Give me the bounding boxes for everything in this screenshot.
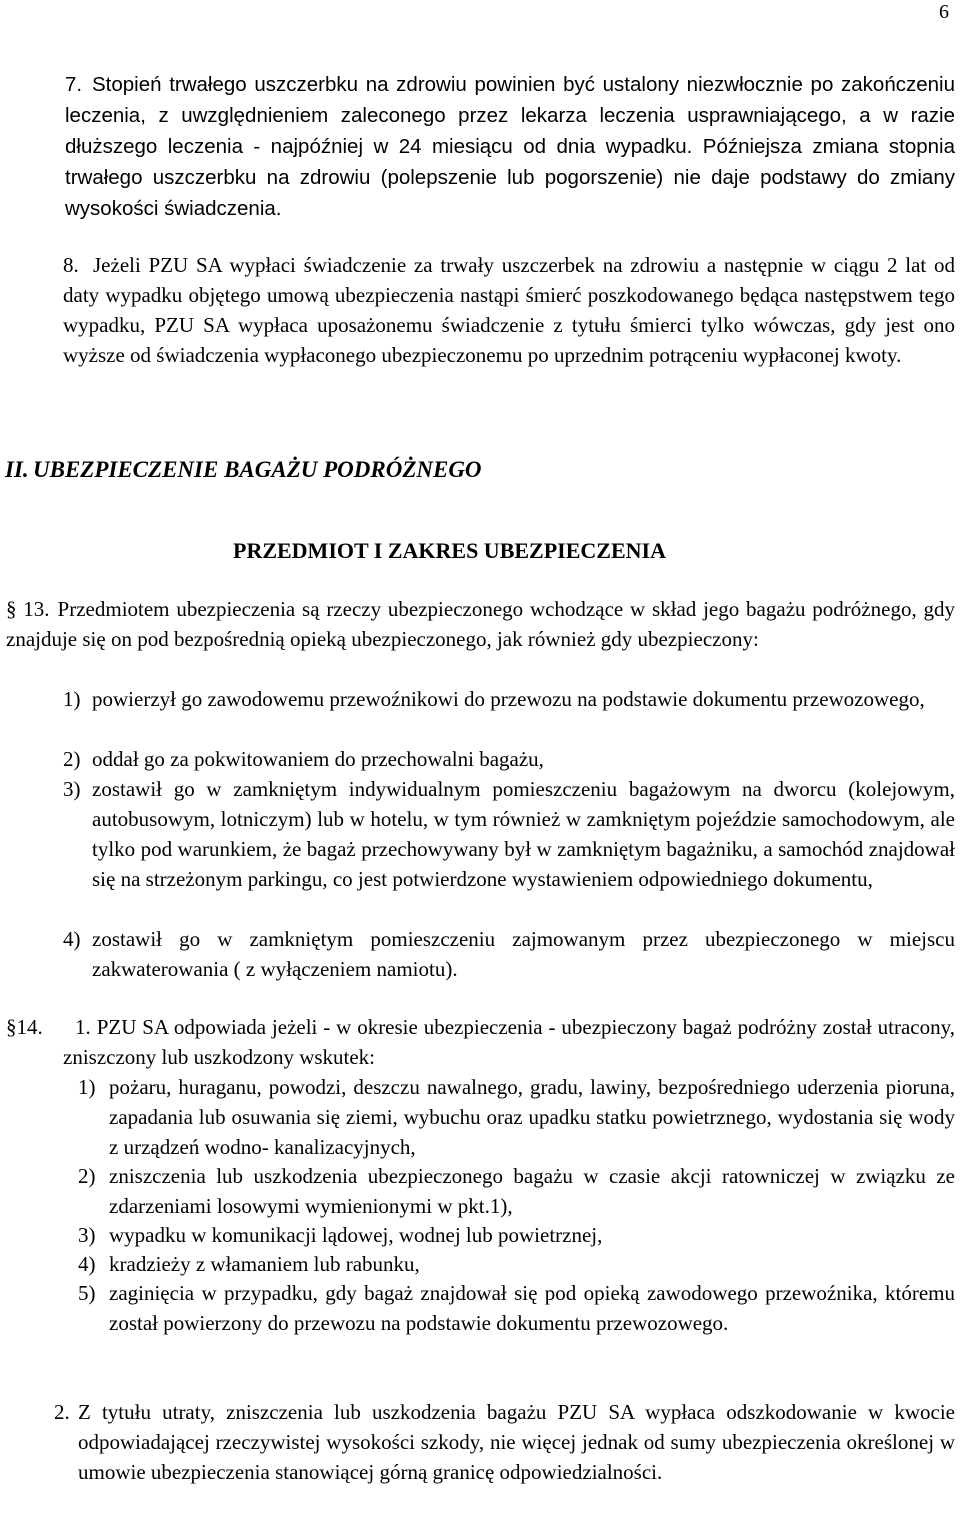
item-number: 4)	[63, 927, 81, 951]
list-item	[63, 744, 955, 774]
paragraph-text	[6, 594, 955, 654]
item-text: powierzył go zawodowemu przewoźnikowi do przewozu na podstawie dokumentu przewozowego,	[92, 687, 925, 711]
item-text: zostawił go w zamkniętym pomieszczeniu zajmowanym przez ubezpieczonego w miejscu zakwaterowania ( z wyłączeniem namiotu).	[92, 927, 955, 981]
item-number: 3)	[63, 777, 81, 801]
paragraph-8	[63, 250, 955, 370]
item-text: kradzieży z włamaniem lub rabunku,	[109, 1252, 420, 1276]
intro-text: PZU SA odpowiada jeżeli - w okresie ubezpieczenia - ubezpieczony bagaż podróżny został utracony, zniszczony lub uszkodzony wskutek:	[63, 1015, 955, 1069]
item-number: 1)	[63, 687, 81, 711]
list-item	[78, 1072, 955, 1162]
item-number: 2)	[63, 747, 81, 771]
section-number: II.	[5, 457, 29, 482]
intro-text: Przedmiotem ubezpieczenia są rzeczy ubezpieczonego wchodzące w skład jego bagażu podróżnego, gdy znajduje się on pod bezpośrednią opieką ubezpieczonego, jak również gdy ubezpieczony:	[6, 597, 955, 651]
list-item	[78, 1249, 955, 1279]
paragraph-7	[65, 69, 955, 224]
item-number: 5)	[78, 1281, 96, 1305]
item-text: oddał go za pokwitowaniem do przechowalni bagażu,	[92, 747, 544, 771]
section-heading	[5, 455, 482, 485]
item-text: zniszczenia lub uszkodzenia ubezpieczonego bagażu w czasie akcji ratowniczej w związku ze zdarzeniami losowymi wymienionymi w pkt.1),	[109, 1164, 955, 1218]
paragraph-text: Jeżeli PZU SA wypłaci świadczenie za trwały uszczerbek na zdrowiu a następnie w ciągu 2 lat od daty wypadku objętego umową ubezpieczenia nastąpi śmierć poszkodowanego będąca następstwem tego wypadku, PZU SA wypłaca uposażonemu świadczenie z tytułu śmierci tylko wówczas, gdy jest ono wyższe od świadczenia wypłaconego ubezpieczonemu po uprzednim potrąceniu wypłaconej kwoty.	[63, 253, 955, 367]
item-text: zostawił go w zamkniętym indywidualnym pomieszczeniu bagażowym na dworcu (kolejowym, autobusowym, lotniczym) lub w hotelu, w tym również w zamkniętym pojeździe samochodowym, ale tylko pod warunkiem, że bagaż przechowywany był w zamkniętym bagażniku, a samochód znajdował się na strzeżonym parkingu, co jest potwierdzone wystawieniem odpowiedniego dokumentu,	[92, 777, 955, 891]
list-item	[78, 1161, 955, 1221]
section-sign-number: § 13.	[6, 597, 50, 621]
list-item	[63, 774, 955, 894]
paragraph-number: 8.	[63, 253, 79, 277]
paragraph-text	[63, 1012, 955, 1072]
list-item	[78, 1278, 955, 1338]
page-number: 6	[939, 1, 949, 23]
item-text: wypadku w komunikacji lądowej, wodnej lub powietrznej,	[109, 1223, 603, 1247]
item-number: 4)	[78, 1252, 96, 1276]
paragraph-number: 1.	[75, 1015, 91, 1039]
section-sign-14: §14.	[6, 1015, 43, 1039]
list-item	[63, 684, 955, 714]
list-item	[78, 1220, 955, 1250]
paragraph-s13-intro	[6, 594, 955, 654]
item-number: 2)	[78, 1164, 96, 1188]
paragraph-number: 2.	[54, 1400, 70, 1424]
list-item	[63, 924, 955, 984]
item-number: 3)	[78, 1223, 96, 1247]
paragraph-text: Z tytułu utraty, zniszczenia lub uszkodzenia bagażu PZU SA wypłaca odszkodowanie w kwocie odpowiadającej rzeczywistej wysokości szkody, nie więcej jednak od sumy ubezpieczenia określonej w umowie ubezpieczenia stanowiącej górną granicę odpowiedzialności.	[78, 1400, 955, 1484]
item-number: 1)	[78, 1075, 96, 1099]
subheading: PRZEDMIOT I ZAKRES UBEZPIECZENIA	[233, 538, 666, 563]
paragraph-text: Stopień trwałego uszczerbku na zdrowiu powinien być ustalony niezwłocznie po zakończeniu leczenia, z uwzględnieniem zaleconego przez lekarza leczenia usprawniającego, a w razie dłuższego leczenia - najpóźniej w 24 miesiącu od dnia wypadku. Późniejsza zmiana stopnia trwałego uszczerbku na zdrowiu (polepszenie lub pogorszenie) nie daje podstawy do zmiany wysokości świadczenia.	[65, 73, 955, 220]
item-text: pożaru, huraganu, powodzi, deszczu nawalnego, gradu, lawiny, bezpośredniego uderzenia pioruna, zapadania lub osuwania się ziemi, wybuchu oraz upadku statku powietrznego, wydostania się wody z urządzeń wodno- kanalizacyjnych,	[109, 1075, 955, 1159]
paragraph-number: 7.	[65, 73, 83, 96]
item-text: zaginięcia w przypadku, gdy bagaż znajdował się pod opieką zawodowego przewoźnika, któremu został powierzony do przewozu na podstawie dokumentu przewozowego.	[109, 1281, 955, 1335]
section-title: UBEZPIECZENIE BAGAŻU PODRÓŻNEGO	[33, 457, 482, 482]
paragraph-s14-2	[54, 1397, 955, 1487]
paragraph-s14-1	[63, 1012, 955, 1072]
